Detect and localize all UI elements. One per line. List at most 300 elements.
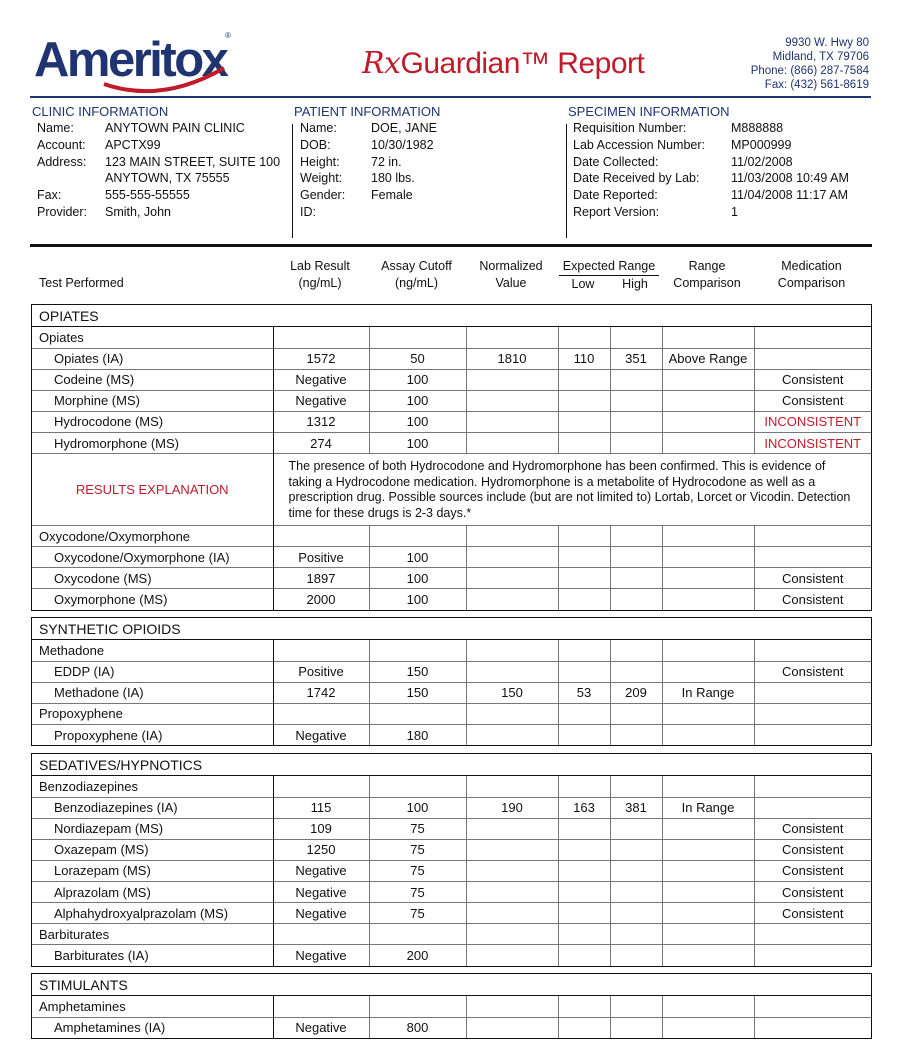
cell-cutoff [369,526,466,547]
cell-result: Negative [273,881,369,902]
cell-range [662,411,754,432]
cell-cutoff: 75 [369,839,466,860]
cell-high: 351 [610,348,662,369]
test-name: Oxymorphone (MS) [32,589,273,610]
info-divider [566,124,567,238]
col-expected-range: Expected Range Low High [557,258,661,293]
section-title: STIMULANTS [32,974,871,996]
cell-high [610,369,662,390]
test-name: Hydromorphone (MS) [32,432,273,453]
cell-cutoff: 100 [369,369,466,390]
cell-med: Consistent [754,390,871,411]
cell-range [662,860,754,881]
specimen-info-row [573,187,849,204]
patient-label: Gender: [300,188,346,203]
cell-low [558,390,610,411]
group-name: Opiates [32,327,273,348]
clinic-value: ANYTOWN PAIN CLINIC [105,121,245,135]
cell-low [558,818,610,839]
test-row [32,390,871,411]
cell-med [754,348,871,369]
cell-med [754,945,871,966]
specimen-label: Date Collected: [573,154,659,169]
cell-range [662,369,754,390]
specimen-info-row [573,137,849,154]
results-table [32,996,871,1038]
cell-med [754,327,871,348]
cell-normalized [466,839,558,860]
cell-med [754,682,871,703]
cell-cutoff: 100 [369,432,466,453]
cell-range [662,547,754,568]
test-row [32,1017,871,1038]
cell-low [558,432,610,453]
cell-high [610,411,662,432]
cell-normalized [466,526,558,547]
cell-cutoff: 75 [369,818,466,839]
cell-med [754,547,871,568]
cell-normalized [466,818,558,839]
cell-range [662,1017,754,1038]
group-row [32,776,871,797]
cell-range [662,568,754,589]
cell-normalized [466,369,558,390]
section-sedatives-hypnotics [31,753,872,967]
specimen-value: 1 [731,204,738,219]
cell-high [610,640,662,661]
cell-low [558,640,610,661]
cell-med: Consistent [754,881,871,902]
test-name: Nordiazepam (MS) [32,818,273,839]
test-name: EDDP (IA) [32,661,273,682]
explanation-row [32,454,871,526]
test-name: Oxycodone/Oxymorphone (IA) [32,547,273,568]
patient-info-row [300,137,437,154]
test-row [32,818,871,839]
cell-normalized [466,881,558,902]
test-name: Benzodiazepines (IA) [32,797,273,818]
cell-high [610,661,662,682]
cell-med: Consistent [754,589,871,610]
cell-low [558,547,610,568]
cell-result: 274 [273,432,369,453]
cell-normalized [466,568,558,589]
cell-med [754,526,871,547]
section-rule [30,244,872,247]
clinic-label: Account: [37,137,86,152]
cell-cutoff [369,924,466,945]
cell-high [610,1017,662,1038]
cell-med [754,640,871,661]
group-name: Benzodiazepines [32,776,273,797]
cell-med: INCONSISTENT [754,432,871,453]
cell-range: In Range [662,682,754,703]
cell-cutoff: 50 [369,348,466,369]
cell-normalized [466,945,558,966]
cell-range [662,903,754,924]
cell-low [558,369,610,390]
cell-high: 209 [610,682,662,703]
cell-range [662,924,754,945]
cell-high [610,390,662,411]
cell-result [273,703,369,724]
patient-info-row [300,170,437,187]
clinic-info-row [37,154,280,171]
cell-result: 109 [273,818,369,839]
cell-range [662,945,754,966]
test-row [32,797,871,818]
cell-low [558,703,610,724]
cell-low [558,996,610,1017]
specimen-heading: SPECIMEN INFORMATION [568,104,730,119]
cell-high [610,881,662,902]
test-name: Oxycodone (MS) [32,568,273,589]
cell-normalized [466,390,558,411]
cell-med: Consistent [754,839,871,860]
cell-normalized [466,903,558,924]
cell-normalized [466,996,558,1017]
section-title: OPIATES [32,305,871,327]
cell-cutoff [369,996,466,1017]
cell-low: 53 [558,682,610,703]
cell-high [610,724,662,745]
patient-label: Weight: [300,171,343,186]
cell-result: Positive [273,547,369,568]
group-row [32,526,871,547]
cell-cutoff: 100 [369,568,466,589]
group-name: Methadone [32,640,273,661]
specimen-value: M888888 [731,121,784,135]
cell-normalized [466,547,558,568]
specimen-value: 11/04/2008 11:17 AM [731,188,848,203]
cell-range: Above Range [662,348,754,369]
cell-range [662,996,754,1017]
cell-result: 1742 [273,682,369,703]
cell-normalized [466,776,558,797]
report-title: RxGuardian™ Report [362,46,645,81]
cell-cutoff [369,703,466,724]
cell-result [273,776,369,797]
cell-cutoff: 150 [369,661,466,682]
cell-cutoff [369,640,466,661]
cell-high [610,860,662,881]
patient-value: 180 lbs. [371,171,415,186]
company-address [751,36,869,92]
patient-label: Name: [300,121,337,135]
test-name: Methadone (IA) [32,682,273,703]
cell-cutoff: 100 [369,411,466,432]
test-row [32,661,871,682]
cell-cutoff [369,776,466,797]
cell-high [610,568,662,589]
cell-high [610,327,662,348]
cell-result: 1250 [273,839,369,860]
cell-low [558,860,610,881]
cell-high [610,924,662,945]
test-row [32,860,871,881]
cell-range [662,661,754,682]
test-name: Opiates (IA) [32,348,273,369]
patient-info-row [300,120,437,137]
clinic-info-row [37,187,280,204]
specimen-value: MP000999 [731,137,792,152]
cell-range [662,589,754,610]
cell-med [754,996,871,1017]
clinic-heading: CLINIC INFORMATION [32,104,169,119]
specimen-label: Lab Accession Number: [573,137,706,152]
cell-high [610,703,662,724]
cell-cutoff: 100 [369,797,466,818]
cell-normalized [466,924,558,945]
cell-range [662,432,754,453]
patient-info [300,120,437,221]
group-name: Amphetamines [32,996,273,1017]
group-name: Oxycodone/Oxymorphone [32,526,273,547]
clinic-info-row [37,170,280,187]
cell-result: Negative [273,903,369,924]
cell-high [610,589,662,610]
cell-high [610,818,662,839]
col-test-performed: Test Performed [39,276,124,290]
clinic-info-row [37,204,280,221]
cell-result: Negative [273,1017,369,1038]
cell-med: Consistent [754,369,871,390]
cell-high [610,526,662,547]
group-row [32,327,871,348]
test-row [32,903,871,924]
test-name: Codeine (MS) [32,369,273,390]
cell-low: 110 [558,348,610,369]
cell-high [610,996,662,1017]
cell-result [273,327,369,348]
patient-info-row [300,154,437,171]
group-name: Barbiturates [32,924,273,945]
group-name: Propoxyphene [32,703,273,724]
cell-result: Negative [273,860,369,881]
specimen-info [573,120,849,221]
specimen-info-row [573,120,849,137]
cell-med [754,776,871,797]
test-name: Amphetamines (IA) [32,1017,273,1038]
cell-low [558,724,610,745]
cell-result [273,640,369,661]
cell-result: 1897 [273,568,369,589]
test-name: Oxazepam (MS) [32,839,273,860]
address-line: 9930 W. Hwy 80 [785,37,869,49]
test-row [32,589,871,610]
cell-result: Negative [273,369,369,390]
cell-result: 2000 [273,589,369,610]
cell-cutoff: 200 [369,945,466,966]
col-normalized-value: Normalized Value [479,259,543,290]
col-high: High [622,277,648,291]
cell-low [558,881,610,902]
specimen-value: 11/03/2008 10:49 AM [731,171,849,186]
cell-range [662,390,754,411]
results-table [32,640,871,745]
test-row [32,411,871,432]
cell-result: Negative [273,724,369,745]
cell-result: 115 [273,797,369,818]
rx-symbol: Rx [362,46,401,81]
cell-normalized [466,1017,558,1038]
results-explanation-label: RESULTS EXPLANATION [32,454,273,526]
cell-med: Consistent [754,860,871,881]
cell-high: 381 [610,797,662,818]
specimen-info-row [573,170,849,187]
cell-cutoff: 180 [369,724,466,745]
clinic-value: Smith, John [105,204,172,219]
cell-low [558,1017,610,1038]
cell-cutoff: 100 [369,390,466,411]
cell-range [662,776,754,797]
test-row [32,881,871,902]
test-row [32,945,871,966]
clinic-label: Address: [37,154,87,169]
phone-line: Phone: (866) 287-7584 [750,65,869,77]
cell-low: 163 [558,797,610,818]
clinic-value: ANYTOWN, TX 75555 [105,171,230,186]
cell-normalized [466,724,558,745]
clinic-info [37,120,280,221]
cell-range [662,640,754,661]
col-assay-cutoff: Assay Cutoff (ng/mL) [381,259,452,290]
cell-low [558,327,610,348]
cell-low [558,589,610,610]
svg-text:®: ® [225,31,231,40]
cell-high [610,945,662,966]
cell-high [610,839,662,860]
cell-high [610,903,662,924]
cell-med: INCONSISTENT [754,411,871,432]
col-low: Low [571,277,595,291]
patient-info-row [300,187,437,204]
cell-result [273,996,369,1017]
cell-cutoff: 100 [369,547,466,568]
cell-cutoff: 75 [369,881,466,902]
test-name: Alprazolam (MS) [32,881,273,902]
cell-med [754,797,871,818]
clinic-value: 123 MAIN STREET, SUITE 100 [105,154,281,169]
cell-result: 1572 [273,348,369,369]
cell-result [273,924,369,945]
cell-low [558,526,610,547]
clinic-label: Fax: [37,188,62,203]
results-table [32,776,871,966]
group-row [32,996,871,1017]
cell-cutoff [369,327,466,348]
patient-value: DOE, JANE [371,121,437,135]
cell-med: Consistent [754,568,871,589]
test-name: Propoxyphene (IA) [32,724,273,745]
patient-info-row [300,204,437,221]
test-row [32,432,871,453]
cell-range [662,526,754,547]
results-explanation-text: The presence of both Hydrocodone and Hydromorphone has been confirmed. This is evidence of taking a Hydrocodone medication. Hydromorphone is a metabolite of Hydrocodone as well as a prescription drug. Possible sources include (but are not limited to) Lortab, Lorcet or Vicodin. Detection time for these drugs is 2-3 days.* [273,454,871,526]
cell-high [610,547,662,568]
cell-med: Consistent [754,818,871,839]
test-name: Morphine (MS) [32,390,273,411]
cell-result: Positive [273,661,369,682]
cell-result: Negative [273,945,369,966]
clinic-info-row [37,137,280,154]
specimen-info-row [573,204,849,221]
clinic-value: 555-555-55555 [105,188,190,203]
cell-high [610,432,662,453]
section-title: SEDATIVES/HYPNOTICS [32,754,871,776]
cell-range [662,881,754,902]
ameritox-logo [32,24,242,96]
clinic-value: APCTX99 [105,137,161,152]
patient-label: Height: [300,154,340,169]
cell-low [558,661,610,682]
cell-normalized [466,411,558,432]
cell-low [558,776,610,797]
info-divider [292,124,293,238]
test-name: Hydrocodone (MS) [32,411,273,432]
clinic-label [37,170,105,187]
cell-normalized [466,703,558,724]
cell-range [662,703,754,724]
cell-med [754,724,871,745]
results-table [32,327,871,610]
clinic-label: Provider: [37,204,88,219]
cell-med [754,703,871,724]
group-row [32,924,871,945]
cell-range [662,818,754,839]
cell-low [558,903,610,924]
cell-low [558,945,610,966]
cell-low [558,568,610,589]
patient-label: ID: [300,204,316,219]
cell-med: Consistent [754,903,871,924]
cell-range [662,327,754,348]
cell-cutoff: 100 [369,589,466,610]
cell-result [273,526,369,547]
logo-wordmark: Ameritox [34,33,227,87]
patient-label: DOB: [300,137,331,152]
test-row [32,369,871,390]
cell-range: In Range [662,797,754,818]
cell-normalized [466,589,558,610]
cell-normalized: 150 [466,682,558,703]
group-row [32,703,871,724]
test-row [32,348,871,369]
cell-normalized [466,327,558,348]
section-stimulants [31,973,872,1039]
cell-cutoff: 75 [369,860,466,881]
cell-med [754,924,871,945]
fax-line: Fax: (432) 561-8619 [764,79,869,91]
cell-cutoff: 150 [369,682,466,703]
cell-low [558,924,610,945]
specimen-info-row [573,154,849,171]
test-row [32,682,871,703]
section-title: SYNTHETIC OPIOIDS [32,618,871,640]
cell-range [662,839,754,860]
specimen-label: Date Reported: [573,188,658,203]
clinic-label: Name: [37,121,74,135]
specimen-value: 11/02/2008 [731,154,793,169]
cell-low [558,839,610,860]
cell-normalized: 190 [466,797,558,818]
section-opiates [31,304,872,611]
section-synthetic-opioids [31,617,872,746]
address-line: Midland, TX 79706 [772,51,869,63]
group-row [32,640,871,661]
cell-med: Consistent [754,661,871,682]
cell-normalized [466,432,558,453]
